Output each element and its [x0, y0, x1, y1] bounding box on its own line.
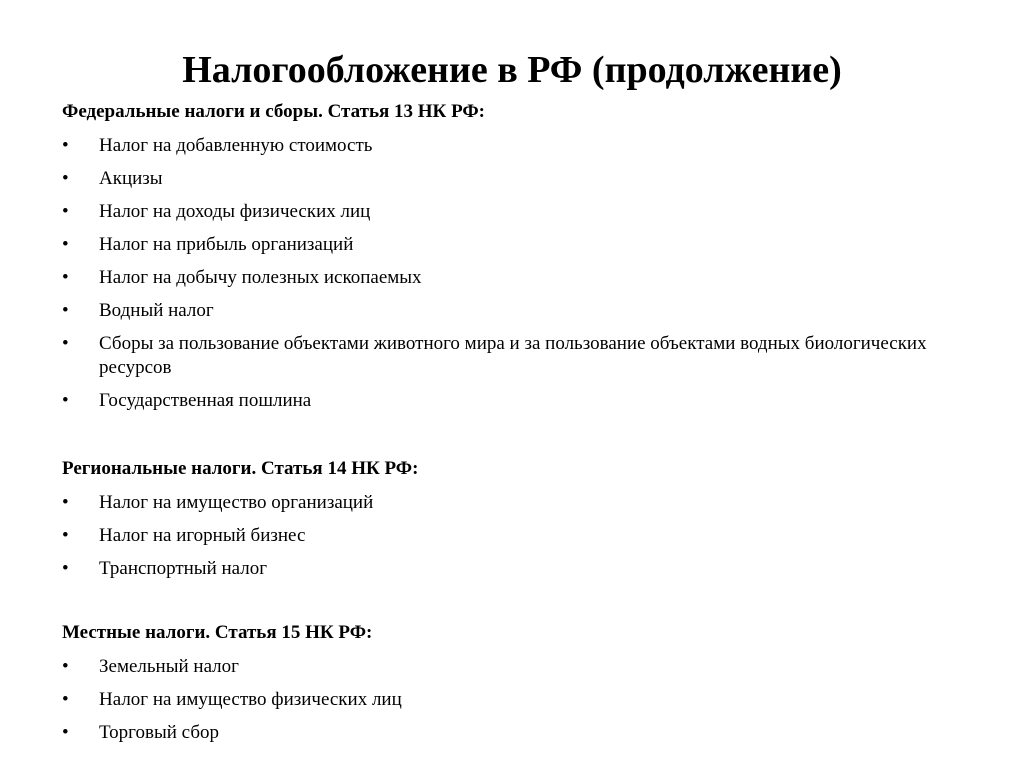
- list-item: • Государственная пошлина: [62, 389, 959, 413]
- list-item: • Акцизы: [62, 167, 959, 191]
- section-heading: Федеральные налоги и сборы. Статья 13 НК РФ:: [62, 101, 486, 122]
- list-item: • Водный налог: [62, 299, 959, 323]
- slide-title: Налогообложение в РФ (продолжение): [182, 49, 842, 91]
- list-item: • Налог на добавленную стоимость: [62, 134, 959, 158]
- local-section: [62, 622, 959, 754]
- list-item: • Налог на прибыль организаций: [62, 233, 959, 257]
- list-item: • Налог на имущество организаций: [62, 491, 959, 515]
- list-item: • Налог на добычу полезных ископаемых: [62, 266, 959, 290]
- section-heading: Региональные налоги. Статья 14 НК РФ:: [62, 458, 419, 479]
- list-item: • Транспортный налог: [62, 557, 959, 581]
- federal-section: [62, 101, 959, 422]
- list-item: • Сборы за пользование объектами животного мира и за пользование объектами водных биологических ресурсов: [62, 332, 959, 380]
- list-item: • Налог на имущество физических лиц: [62, 688, 959, 712]
- section-heading: Местные налоги. Статья 15 НК РФ:: [62, 622, 373, 643]
- list-item: • Налог на доходы физических лиц: [62, 200, 959, 224]
- list-item: • Земельный налог: [62, 655, 959, 679]
- regional-section: [62, 458, 959, 590]
- list-item: • Торговый сбор: [62, 721, 959, 745]
- list-item: • Налог на игорный бизнес: [62, 524, 959, 548]
